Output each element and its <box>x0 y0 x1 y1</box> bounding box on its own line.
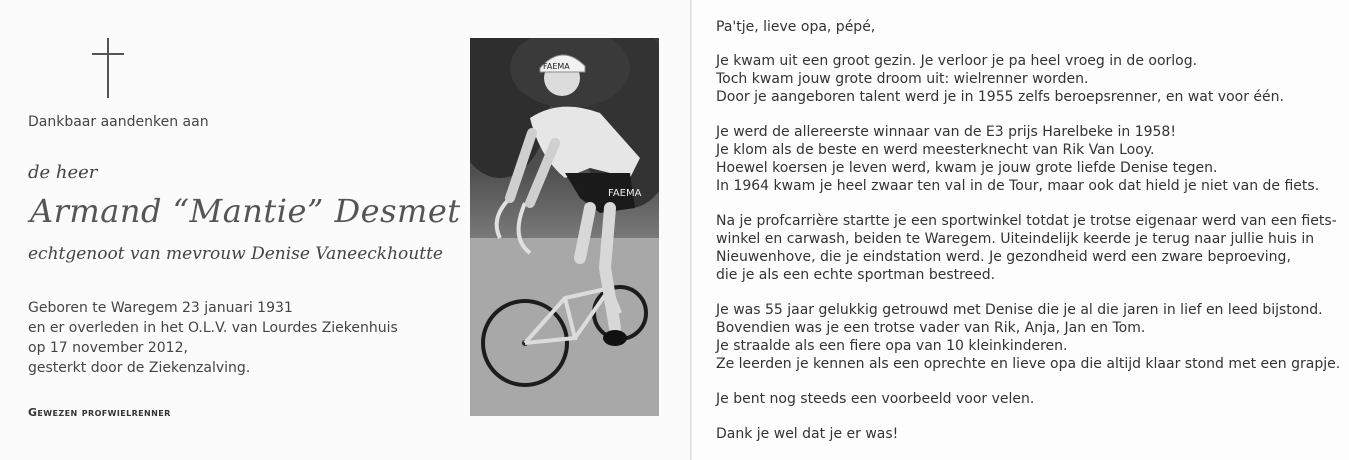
letter-greeting: Pa'tje, lieve opa, pépé, <box>716 19 876 35</box>
letter-line: winkel en carwash, beiden te Waregem. Uiteindelijk keerde je terug naar jullie huis in <box>716 231 1315 247</box>
bio-line: Geboren te Waregem 23 januari 1931 <box>28 300 293 316</box>
letter-line: Bovendien was je een trotse vader van Rik, Anja, Jan en Tom. <box>716 320 1146 336</box>
deceased-name: Armand “Mantie” Desmet <box>30 192 461 230</box>
letter-line: Dank je wel dat je er was! <box>716 426 899 442</box>
letter-paragraph <box>716 212 1346 284</box>
letter-line: Ze leerden je kennen als een oprechte en lieve opa die altijd klaar stond met een grapje. <box>716 356 1341 372</box>
letter-paragraph <box>716 301 1346 373</box>
letter-line: Je werd de allereerste winnaar van de E3 prijs Harelbeke in 1958! <box>716 124 1176 140</box>
letter-line: Je straalde als een fiere opa van 10 kleinkinderen. <box>716 338 1068 354</box>
letter-line: Je was 55 jaar gelukkig getrouwd met Denise die je al die jaren in lief en leed bijstond. <box>716 302 1323 318</box>
letter-paragraph <box>716 425 1346 443</box>
letter-line: Nieuwenhove, die je eindstation werd. Je gezondheid werd een zware beproeving, <box>716 249 1291 265</box>
letter-paragraph <box>716 52 1346 106</box>
title-text: de heer <box>28 162 98 183</box>
letter-line: Hoewel koersen je leven werd, kwam je jouw grote liefde Denise tegen. <box>716 160 1218 176</box>
letter-line: Door je aangeboren talent werd je in 1955 zelfs beroepsrenner, en wat voor één. <box>716 89 1284 105</box>
letter-paragraph <box>716 123 1346 195</box>
cyclist-illustration <box>470 38 659 416</box>
bio-block <box>28 298 398 378</box>
letter-text <box>716 18 1346 460</box>
letter-line: die je als een echte sportman bestreed. <box>716 267 996 283</box>
letter-line: Je klom als de beste en werd meesterknecht van Rik Van Looy. <box>716 142 1155 158</box>
bio-line: gesterkt door de Ziekenzalving. <box>28 360 251 376</box>
cap-text: FAEMA <box>543 62 570 71</box>
bio-line: en er overleden in het O.L.V. van Lourdes Ziekenhuis <box>28 320 398 336</box>
letter-line: Je bent nog steeds een voorbeeld voor velen. <box>716 391 1035 407</box>
cross-icon <box>92 38 124 98</box>
intro-text: Dankbaar aandenken aan <box>28 114 209 130</box>
letter-line: Toch kwam jouw grote droom uit: wielrenner worden. <box>716 71 1089 87</box>
letter-line: Na je profcarrière startte je een sportwinkel totdat je trotse eigenaar werd van een fiets- <box>716 213 1337 229</box>
shorts-text: FAEMA <box>608 188 642 199</box>
profession-label: Gewezen profwielrenner <box>28 406 171 419</box>
letter-line: In 1964 kwam je heel zwaar ten val in de Tour, maar ook dat hield je niet van de fiets. <box>716 178 1320 194</box>
spouse-line: echtgenoot van mevrouw Denise Vaneeckhoutte <box>28 244 443 264</box>
cyclist-photo <box>470 38 659 416</box>
letter-paragraph <box>716 390 1346 408</box>
letter-line: Je kwam uit een groot gezin. Je verloor je pa heel vroeg in de oorlog. <box>716 53 1198 69</box>
bio-line: op 17 november 2012, <box>28 340 188 356</box>
